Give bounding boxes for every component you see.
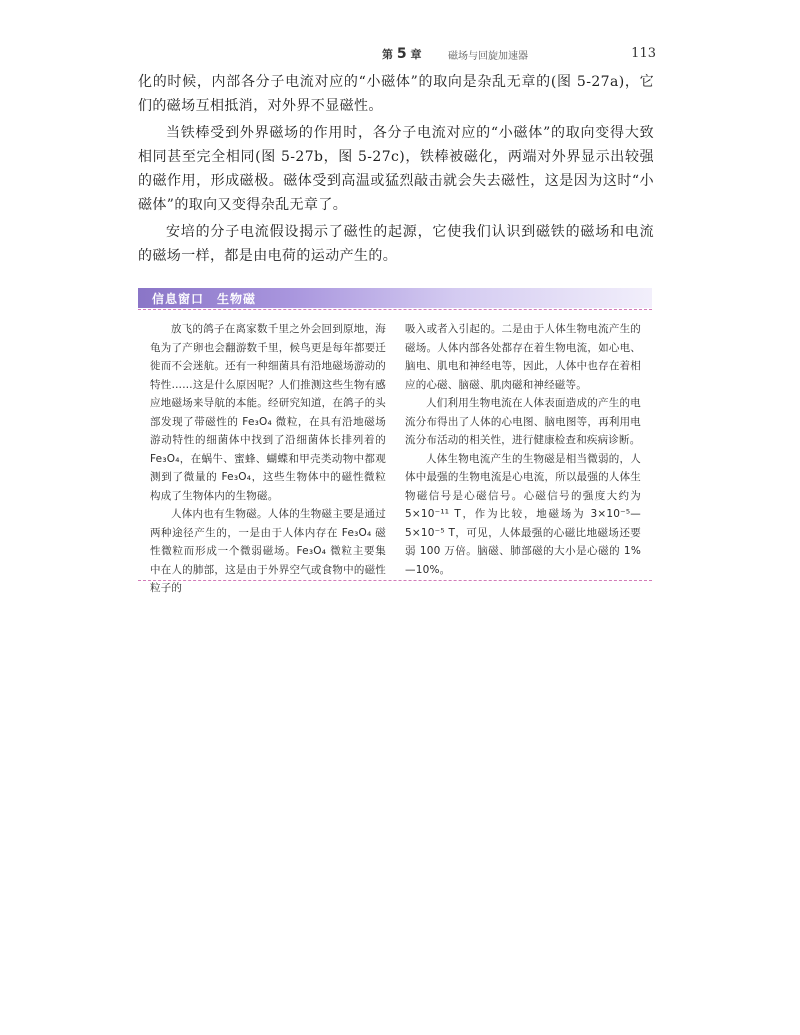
chapter-suffix: 章	[410, 48, 422, 61]
page-number: 113	[631, 46, 656, 61]
info-paragraph: 放飞的鸽子在离家数千里之外会回到原地，海龟为了产卵也会翻游数千里，候鸟更是每年都要迁徙而不会迷航。还有一种细菌具有沿地磁场游动的特性……这是什么原因呢？人们推测这些生物有感应地磁场来导航的本能。经研究知道，在鸽子的头部发现了带磁性的 Fe₃O₄ 微粒，在具有沿地磁场游动特性的细菌体中找到了沿细菌体长排列着的 Fe₃O₄，在蜗牛、蜜蜂、蝴蝶和甲壳类动物中都观测到了微量的 Fe₃O₄，这些生物体中的磁性微粒构成了生物体内的生物磁。	[150, 323, 386, 502]
info-paragraph: 人们利用生物电流在人体表面造成的产生的电流分布得出了人体的心电图、脑电图等，再利用电流分布活动的相关性，进行健康检查和疾病诊断。	[405, 397, 641, 446]
info-paragraph: 吸入或者入引起的。二是由于人体生物电流产生的磁场。人体内部各处都存在着生物电流，如心电、脑电、肌电和神经电等，因此，人体中也存在着相应的心磁、脑磁、肌肉磁和神经磁等。	[405, 323, 641, 391]
chapter-number: 5	[396, 46, 407, 62]
info-box-top-rule	[138, 309, 652, 310]
body-paragraph: 化的时候，内部各分子电流对应的“小磁体”的取向是杂乱无章的(图 5-27a)，它们的磁场互相抵消，对外界不显磁性。	[138, 74, 654, 114]
body-paragraph: 当铁棒受到外界磁场的作用时，各分子电流对应的“小磁体”的取向变得大致相同甚至完全相同(图 5-27b，图 5-27c)，铁棒被磁化，两端对外界显示出较强的磁作用，形成磁极。磁体受到高温或猛烈敲击就会失去磁性，这是因为这时“小磁体”的取向又变得杂乱无章了。	[138, 125, 654, 213]
chapter-label	[382, 46, 421, 62]
body-paragraph: 安培的分子电流假设揭示了磁性的起源，它使我们认识到磁铁的磁场和电流的磁场一样，都是由电荷的运动产生的。	[138, 224, 654, 264]
info-box-bottom-rule	[138, 580, 652, 581]
info-box-title: 信息窗口 生物磁	[152, 292, 257, 306]
info-paragraph: 人体生物电流产生的生物磁是相当微弱的，人体中最强的生物电流是心电流，所以最强的人体生物磁信号是心磁信号。心磁信号的强度大约为 5×10⁻¹¹ T，作为比较，地磁场为 3×10⁻⁵—5×10⁻⁵ T，可见，人体最强的心磁比地磁场还要弱 100 万倍。脑磁、肺部磁的大小是心磁的 1%—10%。	[405, 452, 641, 576]
section-title: 磁场与回旋加速器	[448, 51, 528, 62]
info-box-left-column	[150, 320, 386, 598]
body-text	[138, 70, 654, 271]
chapter-prefix: 第	[382, 48, 393, 61]
info-paragraph: 人体内也有生物磁。人体的生物磁主要是通过两种途径产生的，一是由于人体内存在 Fe₃O₄ 磁性微粒而形成一个微弱磁场。Fe₃O₄ 微粒主要集中在人的肺部，这是由于外界空气或食物中的磁性粒子的	[150, 508, 386, 594]
info-box-right-column	[405, 320, 641, 579]
info-box-title-bar	[138, 288, 652, 308]
page-header	[140, 46, 660, 64]
